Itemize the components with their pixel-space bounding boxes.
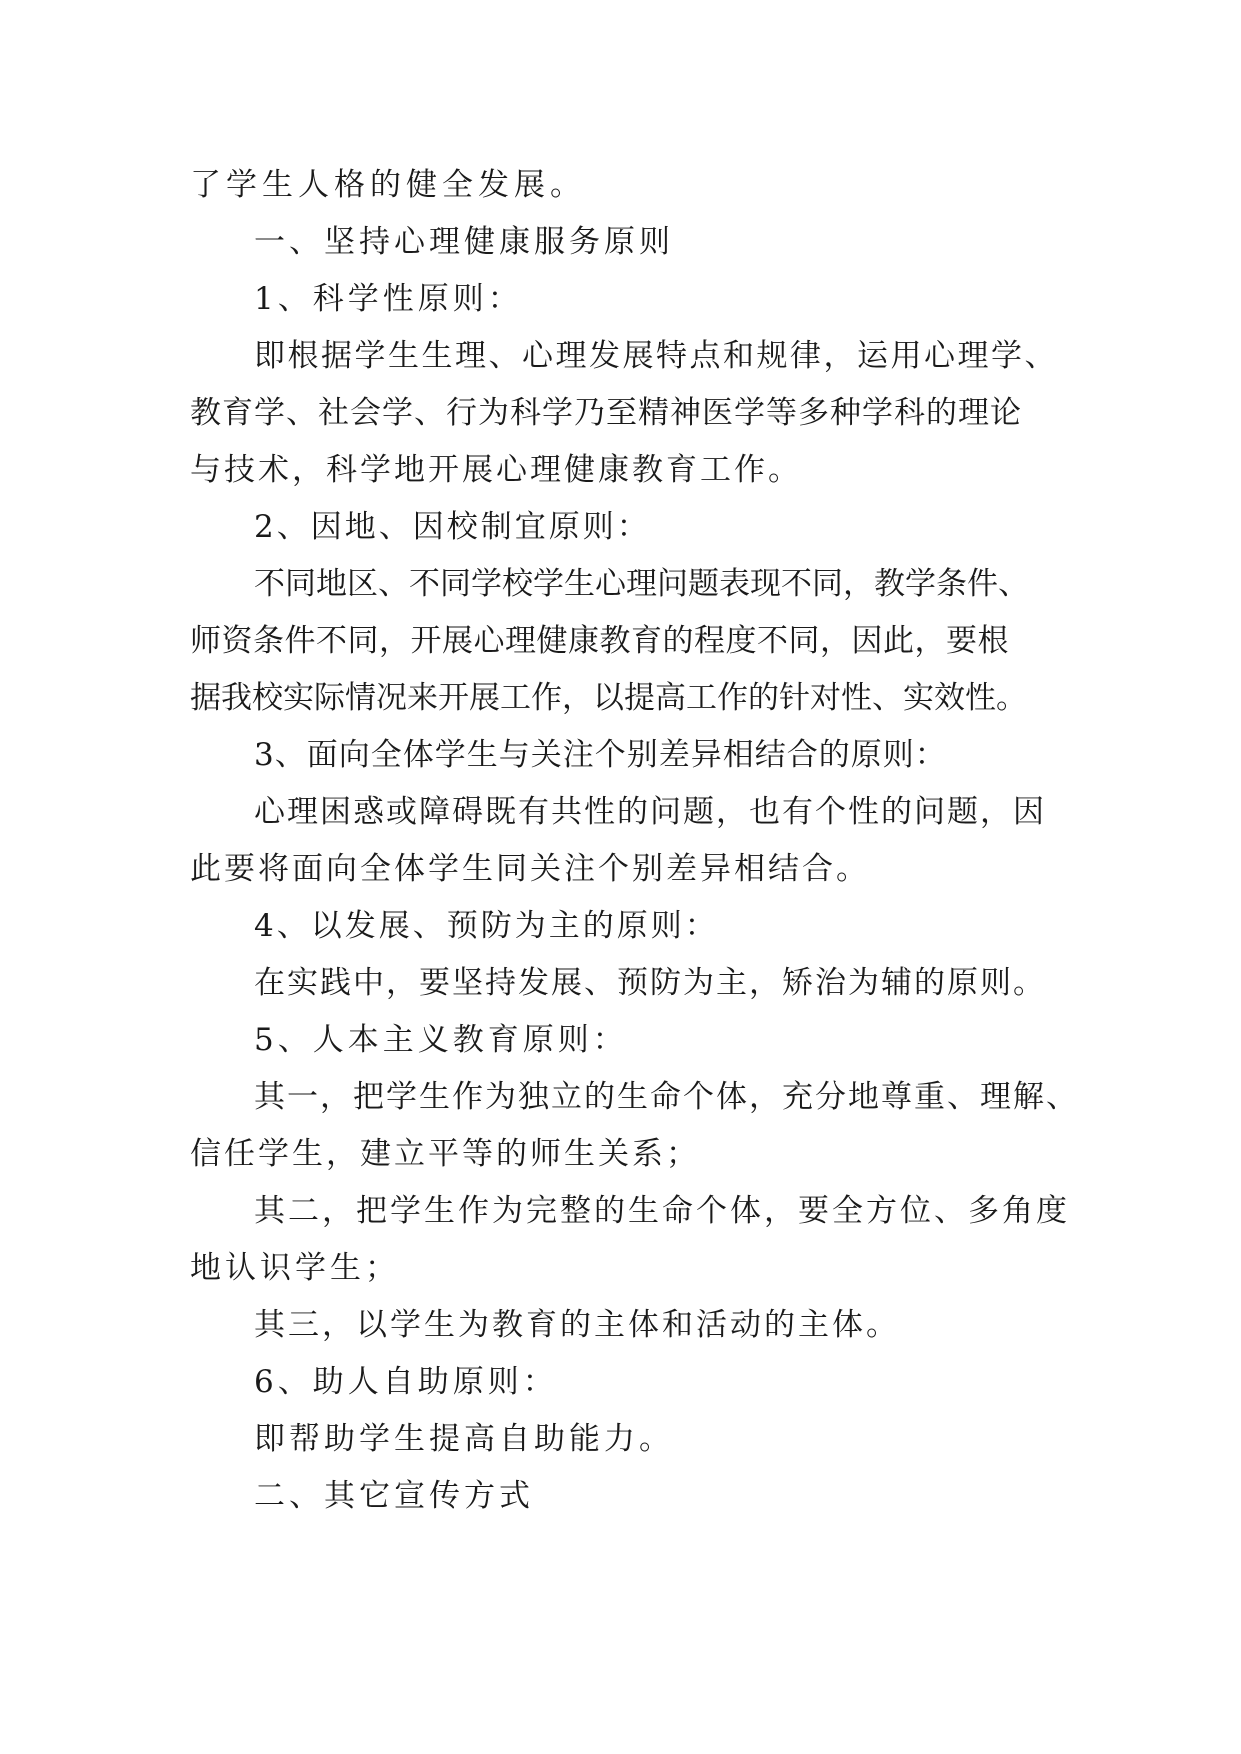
- paragraph-line: 此要将面向全体学生同关注个别差异相结合。: [190, 851, 870, 887]
- paragraph-line: 信任学生，建立平等的师生关系；: [190, 1136, 700, 1172]
- paragraph-line: 其三，以学生为教育的主体和活动的主体。: [254, 1307, 900, 1343]
- paragraph-line: 心理困惑或障碍既有共性的问题，也有个性的问题，因: [254, 794, 1046, 830]
- subsection-heading: 6、助人自助原则：: [254, 1364, 558, 1400]
- paragraph-line: 了学生人格的健全发展。: [190, 167, 586, 203]
- paragraph-line: 与技术，科学地开展心理健康教育工作。: [190, 452, 802, 488]
- paragraph-line: 即根据学生生理、心理发展特点和规律，运用心理学、: [254, 338, 1058, 374]
- section-heading: 二、其它宣传方式: [254, 1478, 534, 1514]
- paragraph-line: 不同地区、不同学校学生心理问题表现不同，教学条件、: [254, 566, 1029, 602]
- subsection-heading: 2、因地、因校制宜原则：: [254, 509, 651, 545]
- subsection-heading: 4、以发展、预防为主的原则：: [254, 908, 719, 944]
- section-heading: 一、坚持心理健康服务原则: [254, 224, 674, 260]
- paragraph-line: 即帮助学生提高自助能力。: [254, 1421, 674, 1457]
- paragraph-line: 其二，把学生作为完整的生命个体，要全方位、多角度: [254, 1193, 1070, 1229]
- paragraph-line: 在实践中，要坚持发展、预防为主，矫治为辅的原则。: [254, 965, 1046, 1001]
- paragraph-line: 教育学、社会学、行为科学乃至精神医学等多种学科的理论: [190, 395, 1022, 431]
- paragraph-line: 师资条件不同，开展心理健康教育的程度不同，因此，要根: [190, 623, 1009, 659]
- paragraph-line: 据我校实际情况来开展工作，以提高工作的针对性、实效性。: [190, 680, 1027, 716]
- subsection-heading: 3、面向全体学生与关注个别差异相结合的原则：: [254, 737, 947, 773]
- paragraph-line: 其一，把学生作为独立的生命个体，充分地尊重、理解、: [254, 1079, 1079, 1115]
- subsection-heading: 5、人本主义教育原则：: [254, 1022, 628, 1058]
- subsection-heading: 1、科学性原则：: [254, 281, 523, 317]
- paragraph-line: 地认识学生；: [190, 1250, 400, 1286]
